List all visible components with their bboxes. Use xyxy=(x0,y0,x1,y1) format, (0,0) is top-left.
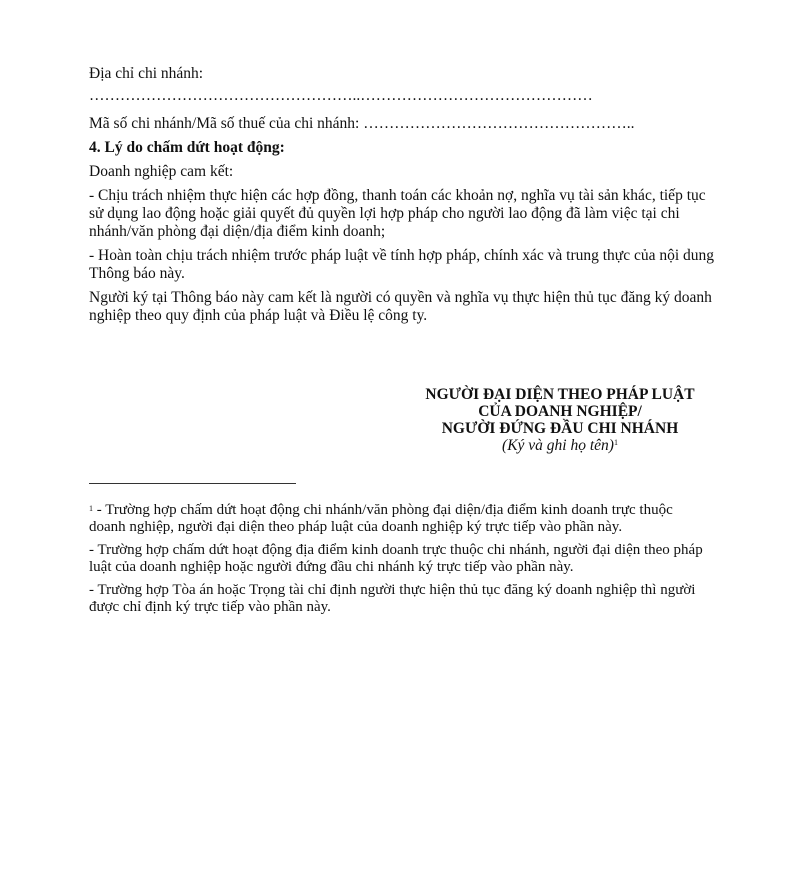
signature-note xyxy=(380,437,740,454)
signature-title-line-1: NGƯỜI ĐẠI DIỆN THEO PHÁP LUẬT xyxy=(425,386,695,403)
footnote-3: - Trường hợp Tòa án hoặc Trọng tài chỉ định người thực hiện thủ tục đăng ký doanh nghiệp thì người được chỉ định ký trực tiếp vào phần này. xyxy=(89,582,696,615)
commitment-intro: Doanh nghiệp cam kết: xyxy=(89,163,234,180)
footnote-1 xyxy=(89,502,707,536)
footnote-2: - Trường hợp chấm dứt hoạt động địa điểm kinh doanh trực thuộc chi nhánh, người đại diện theo pháp luật của doanh nghiệp hoặc người đứng đầu chi nhánh ký trực tiếp vào phần này. xyxy=(89,542,703,575)
section4-heading: 4. Lý do chấm dứt hoạt động: xyxy=(89,139,285,156)
document-body xyxy=(89,65,717,325)
signature-title-line-3: NGƯỜI ĐỨNG ĐẦU CHI NHÁNH xyxy=(441,420,679,437)
footnote-marker: 1 xyxy=(89,504,93,513)
branch-address-dots: ……………………………………………..……………………………………… xyxy=(89,87,593,104)
branch-code-line: Mã số chi nhánh/Mã số thuế của chi nhánh: …………………………………………….. xyxy=(89,115,635,132)
signer-commitment: Người ký tại Thông báo này cam kết là người có quyền và nghĩa vụ thực hiện thủ tục đăng ký doanh nghiệp theo quy định của pháp luật và Điều lệ công ty. xyxy=(89,289,712,324)
signature-block xyxy=(380,386,740,454)
signature-title-line-2: CỦA DOANH NGHIỆP/ xyxy=(478,403,642,420)
signature-note-text: (Ký và ghi họ tên) xyxy=(502,437,614,454)
footnotes xyxy=(89,502,707,616)
footnote-divider xyxy=(89,483,296,484)
branch-address-label: Địa chỉ chi nhánh: xyxy=(89,65,204,82)
signature-footnote-ref: 1 xyxy=(613,438,618,447)
footnote-1-text: - Trường hợp chấm dứt hoạt động chi nhánh/văn phòng đại diện/địa điểm kinh doanh trực thuộc doanh nghiệp, người đại diện theo pháp luật của doanh nghiệp ký trực tiếp vào phần này. xyxy=(89,502,673,535)
commitment-item-2: - Hoàn toàn chịu trách nhiệm trước pháp luật về tính hợp pháp, chính xác và trung thực của nội dung Thông báo này. xyxy=(89,247,715,282)
commitment-item-1: - Chịu trách nhiệm thực hiện các hợp đồng, thanh toán các khoản nợ, nghĩa vụ tài sản khác, tiếp tục sử dụng lao động hoặc giải quyết đủ quyền lợi hợp pháp cho người lao động đã làm việc tại chi nhánh/văn phòng đại diện/địa điểm kinh doanh; xyxy=(89,187,706,240)
